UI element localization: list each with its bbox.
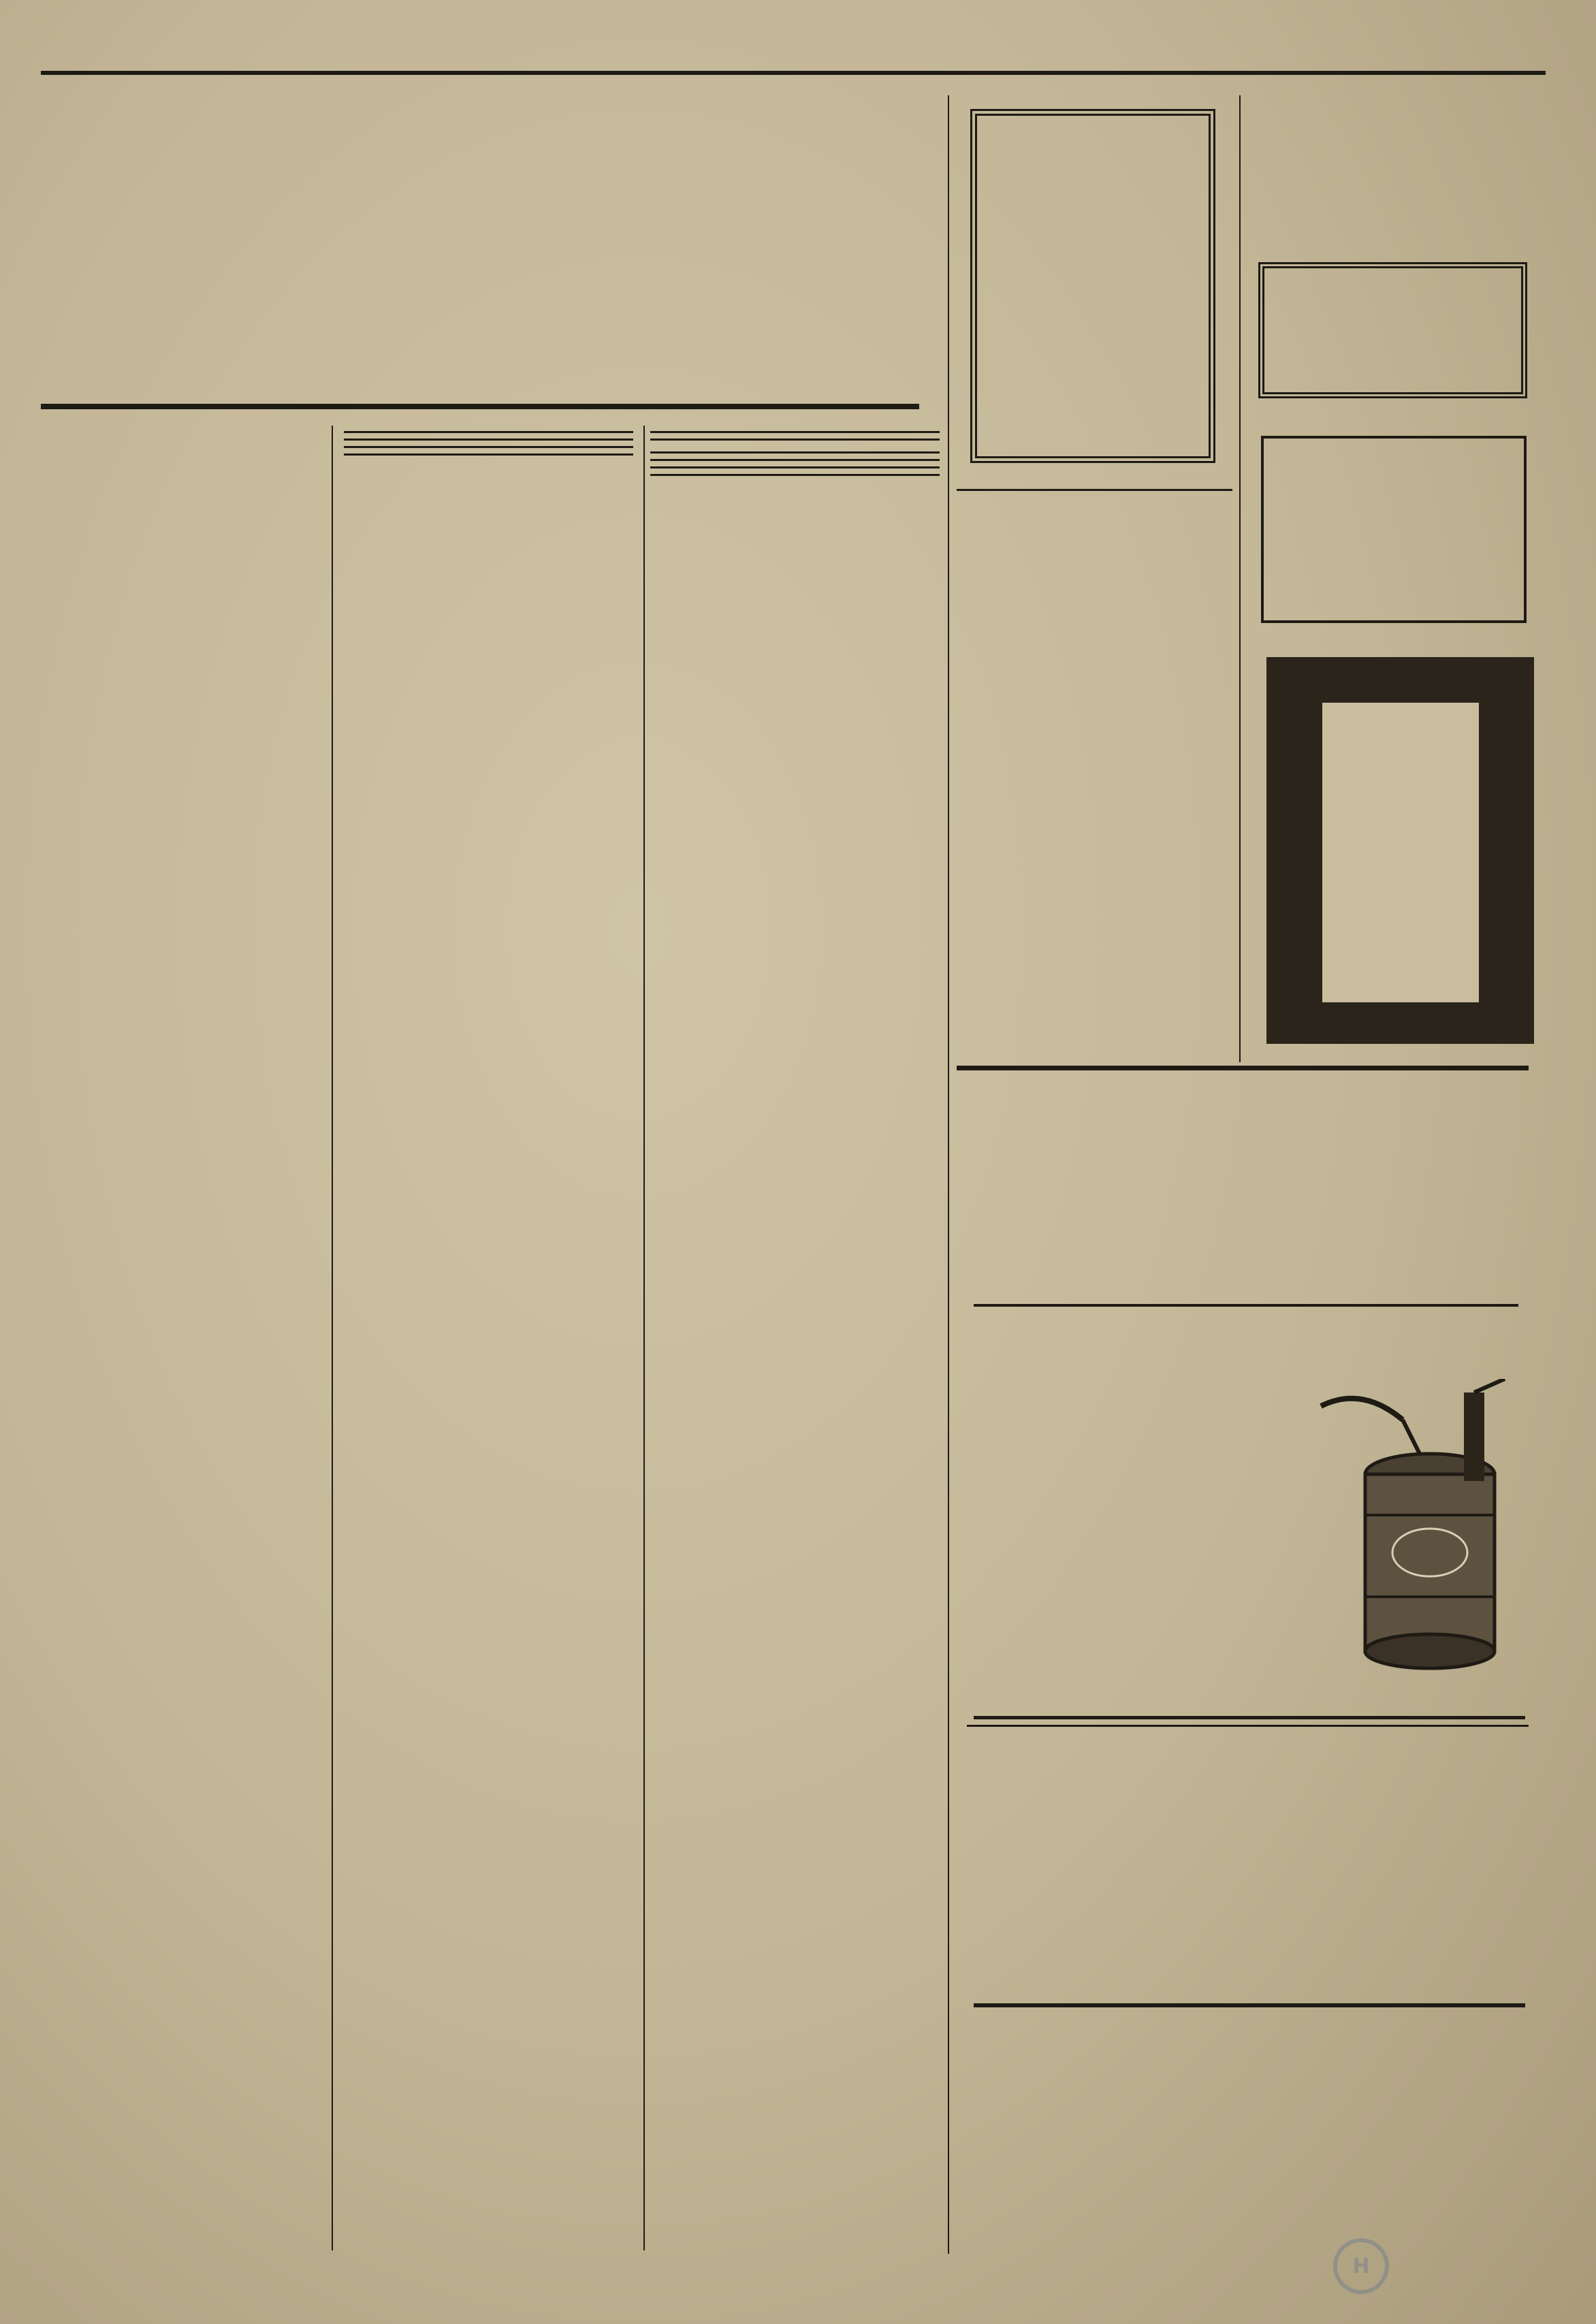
column-separator-1 (332, 426, 333, 2250)
marco-name-row (960, 1079, 1529, 1134)
marco-top-rule (957, 1066, 1529, 1070)
col2-divider (344, 453, 633, 456)
bazar-advertisement (960, 1318, 1525, 1713)
column-separator-2 (643, 426, 645, 2250)
column-4-audiencia (957, 483, 1232, 1055)
col4-divider (957, 489, 1232, 491)
masthead (48, 42, 1532, 69)
masthead-rule (41, 71, 1546, 75)
col3-divider (650, 466, 940, 468)
buendia-top-rule (974, 2003, 1525, 2007)
col3-divider (650, 474, 940, 476)
archive-watermark (1330, 2235, 1535, 2297)
col3-divider (650, 439, 940, 441)
column-separator-3 (948, 95, 949, 2254)
rivero-bottom-rule (41, 404, 919, 409)
agricultores-divider (967, 1725, 1529, 1727)
col3-divider (650, 459, 940, 461)
svg-text:H: H (1352, 2255, 1370, 2278)
rivero-advertisement (41, 85, 926, 405)
col2-divider (344, 439, 633, 441)
gonzalez-inner-panel (1320, 701, 1481, 1004)
column-3 (650, 426, 940, 2264)
marco-advertisement (960, 1079, 1529, 1284)
sanitas-disinfectant-advertisement (1258, 262, 1527, 398)
buendia-advertisement (967, 2012, 1529, 2250)
column-1 (37, 426, 323, 2264)
pink-advertisement (970, 109, 1215, 463)
gonzalez-advertisement (1266, 657, 1534, 1044)
col3-divider (650, 431, 940, 433)
pinedo-advertisement (1261, 436, 1527, 623)
bazar-top-rule (974, 1304, 1518, 1307)
sprayer-tank-illustration (1300, 1379, 1525, 1672)
col3-divider (650, 451, 940, 453)
col2-divider (344, 431, 633, 433)
agricultores-advertisement (967, 1719, 1529, 2005)
column-2 (344, 426, 633, 2264)
col2-divider (344, 446, 633, 448)
column-separator-4 (1239, 95, 1241, 1062)
watermark-logo-icon (1330, 2235, 1535, 2297)
farfan-advertisement (1260, 102, 1532, 245)
